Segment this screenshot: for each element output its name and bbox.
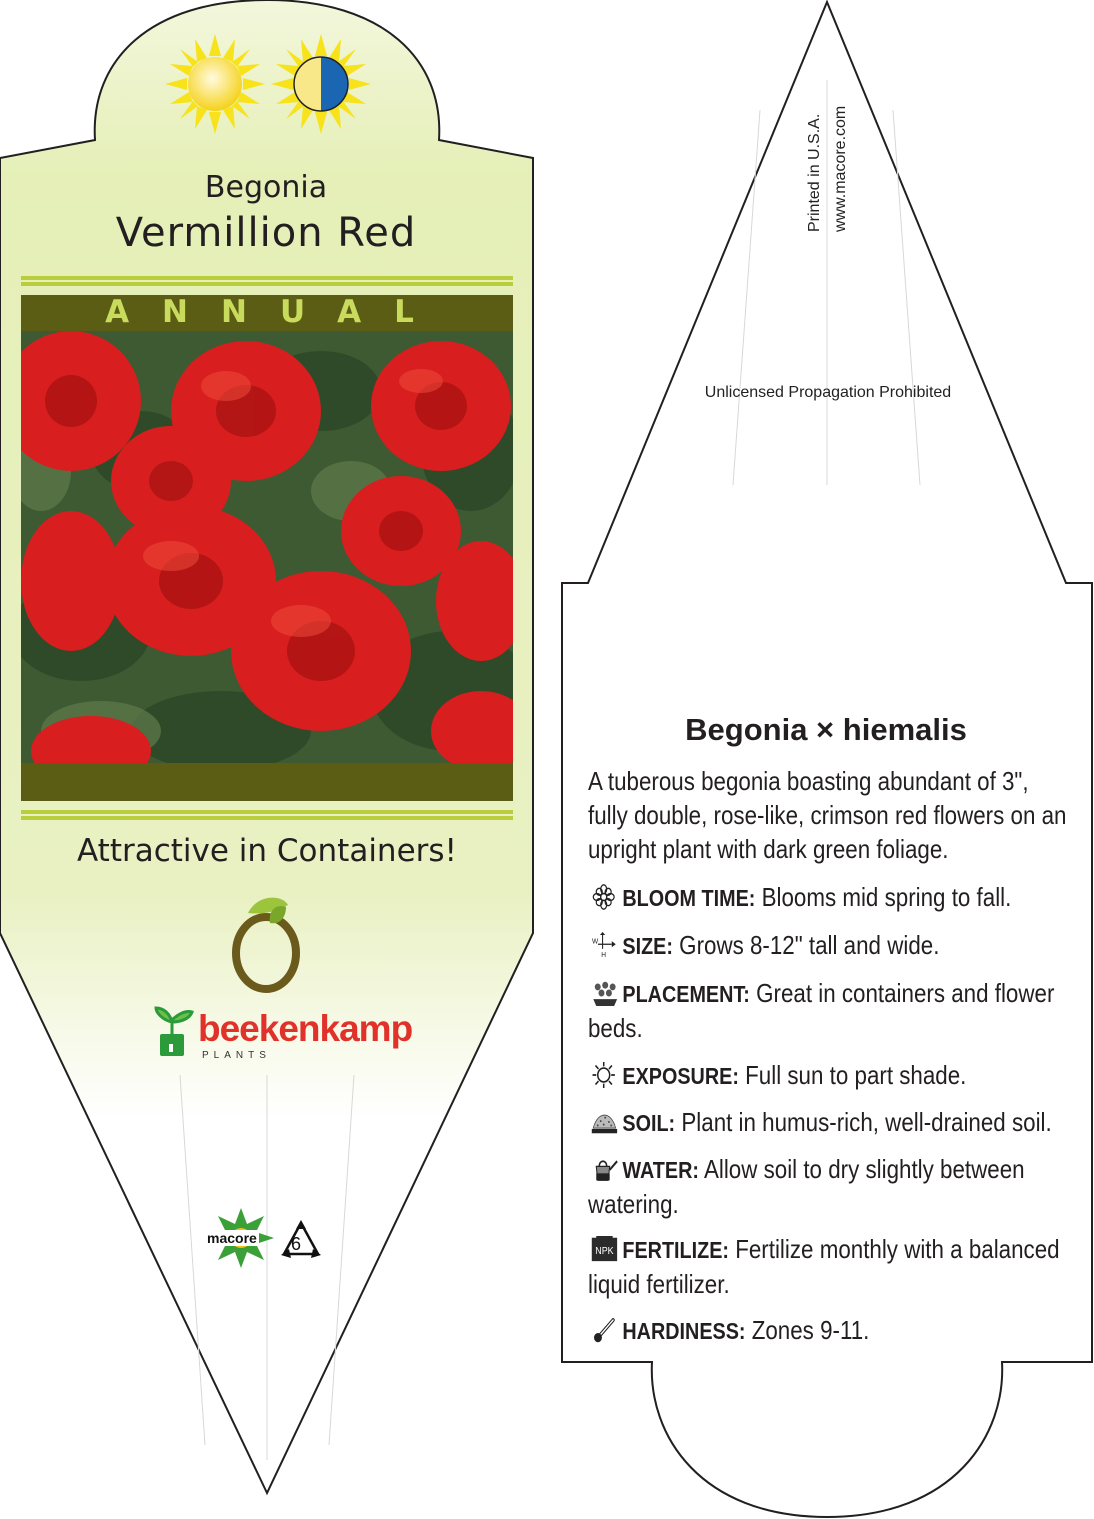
care-label: PLACEMENT: bbox=[622, 981, 750, 1007]
species-name: Begonia × hiemalis bbox=[685, 712, 967, 747]
size-icon-h: H bbox=[601, 950, 607, 958]
recycle-code: 6 bbox=[291, 1234, 302, 1254]
placement-icon bbox=[588, 980, 622, 1006]
tagline: Attractive in Containers! bbox=[77, 833, 457, 869]
care-text: Full sun to part shade. bbox=[745, 1060, 967, 1090]
care-label: FERTILIZE: bbox=[622, 1237, 729, 1263]
care-text: Plant in humus-rich, well-drained soil. bbox=[681, 1107, 1052, 1137]
website: www.macore.com bbox=[832, 105, 849, 232]
beekenkamp-logo-icon bbox=[152, 1006, 194, 1058]
care-text: Blooms mid spring to fall. bbox=[761, 882, 1012, 912]
watering-can-icon bbox=[588, 1156, 622, 1182]
sprout-logo-icon bbox=[228, 893, 304, 993]
brand-sub: PLANTS bbox=[202, 1050, 271, 1061]
care-text: Grows 8-12" tall and wide. bbox=[679, 930, 940, 960]
npk-icon-text: NPK bbox=[595, 1245, 614, 1258]
cultivar-name: Vermillion Red bbox=[115, 210, 417, 256]
genus-name: Begonia bbox=[204, 170, 328, 205]
bottom-band bbox=[21, 763, 513, 801]
care-text: Zones 9-11. bbox=[751, 1315, 870, 1345]
red-begonia-flowers-photo bbox=[21, 331, 513, 763]
care-label: BLOOM TIME: bbox=[622, 885, 756, 911]
care-label: SIZE: bbox=[622, 933, 673, 959]
care-fertilize bbox=[588, 1232, 1070, 1301]
npk-icon bbox=[588, 1236, 622, 1262]
category-label: ANNUAL bbox=[105, 294, 447, 330]
care-placement bbox=[588, 976, 1070, 1045]
size-icon-w: W bbox=[592, 937, 599, 946]
care-bloom-time bbox=[588, 880, 1070, 915]
printer-logo: macore bbox=[207, 1230, 257, 1246]
care-label: SOIL: bbox=[622, 1110, 676, 1136]
care-water bbox=[588, 1152, 1070, 1221]
plant-description: A tuberous begonia boasting abundant of 3", fully double, rose-like, crimson red flowers on an upright plant with dark green foliage. bbox=[588, 766, 1067, 864]
printed-in-usa: Printed in U.S.A. bbox=[806, 113, 823, 232]
care-exposure bbox=[588, 1058, 1070, 1093]
care-text: Great in containers and flower beds. bbox=[588, 978, 1055, 1043]
flower-icon bbox=[588, 884, 622, 910]
sun-outline-icon bbox=[588, 1062, 622, 1088]
part-shade-icon bbox=[271, 34, 371, 134]
care-text: Fertilize monthly with a balanced liquid fertilizer. bbox=[588, 1234, 1060, 1299]
full-sun-icon bbox=[165, 34, 265, 134]
care-soil bbox=[588, 1105, 1070, 1140]
care-size bbox=[588, 928, 1070, 963]
soil-icon bbox=[588, 1109, 622, 1135]
unlicensed-notice: Unlicensed Propagation Prohibited bbox=[704, 384, 952, 401]
care-label: WATER: bbox=[622, 1157, 699, 1183]
care-text: Allow soil to dry slightly between watering. bbox=[588, 1154, 1025, 1219]
care-hardiness bbox=[588, 1313, 1070, 1348]
brand-name: beekenkamp bbox=[198, 1008, 413, 1049]
thermometer-icon bbox=[588, 1317, 622, 1343]
care-label: HARDINESS: bbox=[622, 1318, 746, 1344]
care-label: EXPOSURE: bbox=[622, 1063, 739, 1089]
size-arrows-icon bbox=[588, 932, 622, 958]
